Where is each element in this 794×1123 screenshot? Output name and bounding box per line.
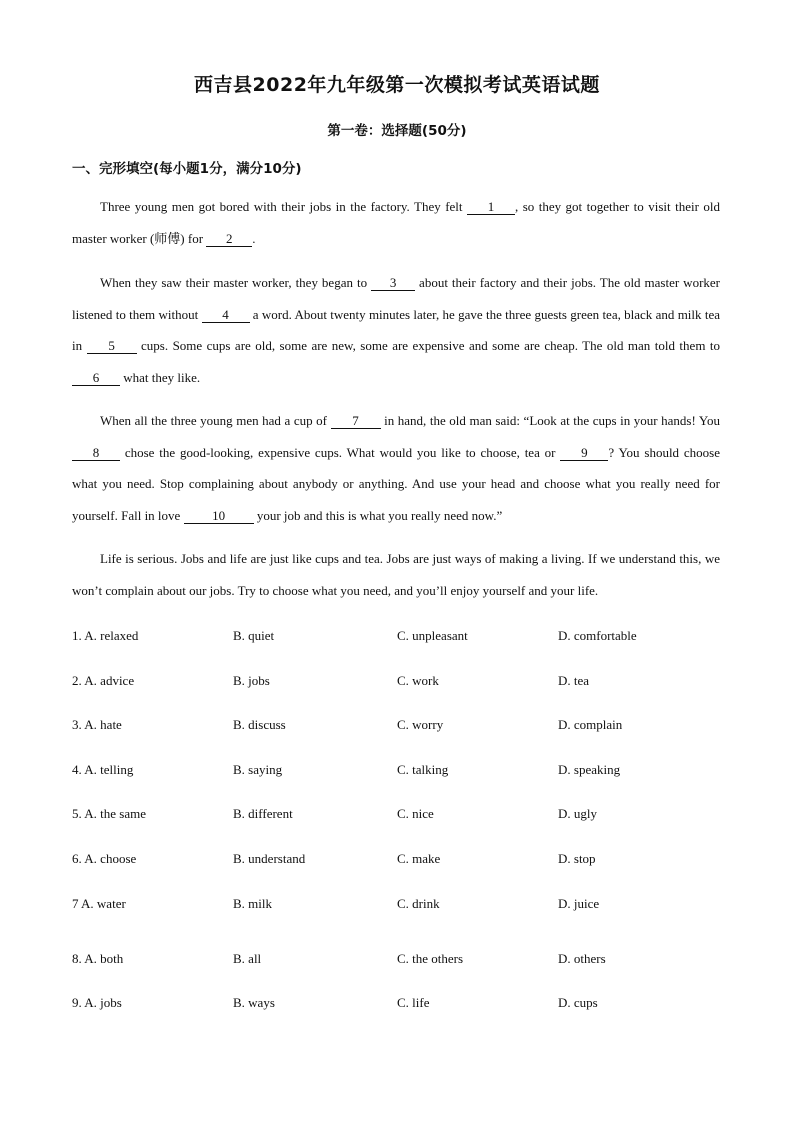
option-b: B. discuss xyxy=(233,717,286,733)
option-a: 5. A. the same xyxy=(72,806,147,822)
blank-5: 5 xyxy=(87,339,137,354)
option-a: 3. A. hate xyxy=(72,717,122,733)
option-b: B. jobs xyxy=(233,672,270,688)
option-b: B. understand xyxy=(233,850,306,866)
blank-10: 10 xyxy=(184,509,254,524)
passage-paragraph-1 xyxy=(72,191,720,254)
option-b: B. quiet xyxy=(233,628,275,643)
passage-text: your job and this is what you really need now.” xyxy=(253,507,503,523)
option-d: D. juice xyxy=(558,895,600,911)
paper-subtitle: 第一卷：选择题(50分) xyxy=(327,123,467,139)
option-a: 1. A. relaxed xyxy=(72,628,139,643)
option-b: B. saying xyxy=(233,761,283,777)
passage-text: chose the good-looking, expensive cups. What would you like to choose, tea or xyxy=(120,444,561,460)
option-d: D. stop xyxy=(558,850,596,866)
option-d: D. complain xyxy=(558,717,623,733)
passage-paragraph-3 xyxy=(72,405,720,531)
option-c: C. work xyxy=(397,672,439,688)
question-row xyxy=(72,756,732,801)
option-c: C. unpleasant xyxy=(397,628,468,643)
passage-paragraph-2 xyxy=(72,267,720,393)
passage-text: Three young men got bored with their jobs in the factory. They felt xyxy=(100,199,467,214)
question-row xyxy=(72,845,732,890)
option-c: C. drink xyxy=(397,895,440,911)
option-c: C. talking xyxy=(397,761,449,777)
question-row xyxy=(72,890,732,945)
question-row xyxy=(72,945,732,990)
passage-text: . xyxy=(252,230,256,246)
passage-text: in hand, the old man said: “Look at the cups in your hands! You xyxy=(380,413,720,428)
option-d: D. ugly xyxy=(558,806,597,822)
question-row xyxy=(72,989,732,1034)
passage-text: When all the three young men had a cup of xyxy=(100,413,331,428)
option-c: C. life xyxy=(397,995,430,1011)
option-b: B. different xyxy=(233,806,293,822)
option-b: B. all xyxy=(233,950,262,966)
exam-title: 西吉县2022年九年级第一次模拟考试英语试题 xyxy=(194,74,600,96)
option-a: 8. A. both xyxy=(72,950,124,966)
passage-text: about their factory and their jobs. The old master worker listened to them without xyxy=(72,275,720,322)
blank-4: 4 xyxy=(202,308,250,323)
option-b: B. milk xyxy=(233,895,273,911)
option-c: C. worry xyxy=(397,717,444,733)
question-row xyxy=(72,711,732,756)
passage-text: When they saw their master worker, they began to xyxy=(100,275,372,290)
option-c: C. nice xyxy=(397,806,434,822)
blank-8: 8 xyxy=(72,446,120,461)
option-b: B. ways xyxy=(233,995,275,1011)
option-d: D. others xyxy=(558,950,606,966)
question-row xyxy=(72,667,732,712)
question-row xyxy=(72,800,732,845)
section-heading: 一、完形填空(每小题1分，满分10分) xyxy=(72,161,302,177)
option-a: 7 A. water xyxy=(72,895,126,911)
option-d: D. comfortable xyxy=(558,628,637,643)
passage-text: what they like. xyxy=(120,369,201,385)
passage-text: cups. Some cups are old, some are new, some are expensive and some are cheap. The old man told them to xyxy=(136,338,720,353)
blank-9: 9 xyxy=(560,446,608,461)
options-list xyxy=(72,622,732,1034)
option-a: 4. A. telling xyxy=(72,761,134,777)
blank-3: 3 xyxy=(371,276,415,291)
blank-6: 6 xyxy=(72,371,120,386)
blank-1: 1 xyxy=(467,200,515,215)
passage-text: , so they got together to visit their old master worker (师傅) for xyxy=(72,199,720,246)
option-a: 9. A. jobs xyxy=(72,995,122,1011)
option-c: C. make xyxy=(397,850,441,866)
passage-paragraph-4: Life is serious. Jobs and life are just like cups and tea. Jobs are just ways of making a living. If we understand this, we won’t complain about our jobs. Try to choose what you need, and you’ll enjoy yourself and your life. xyxy=(72,551,720,598)
question-row xyxy=(72,622,732,667)
option-a: 2. A. advice xyxy=(72,672,135,688)
option-d: D. speaking xyxy=(558,761,621,777)
passage-text: ? You should choose what you need. Stop complaining about anybody or anything. And use your head and choose what you really need for yourself. Fall in love xyxy=(72,444,720,523)
passage-text: a word. About twenty minutes later, he gave the three guests green tea, black and milk tea in xyxy=(72,306,720,353)
option-a: 6. A. choose xyxy=(72,850,137,866)
option-d: D. tea xyxy=(558,672,590,688)
option-d: D. cups xyxy=(558,995,598,1011)
blank-7: 7 xyxy=(331,414,381,429)
blank-2: 2 xyxy=(206,232,252,247)
option-c: C. the others xyxy=(397,950,464,966)
